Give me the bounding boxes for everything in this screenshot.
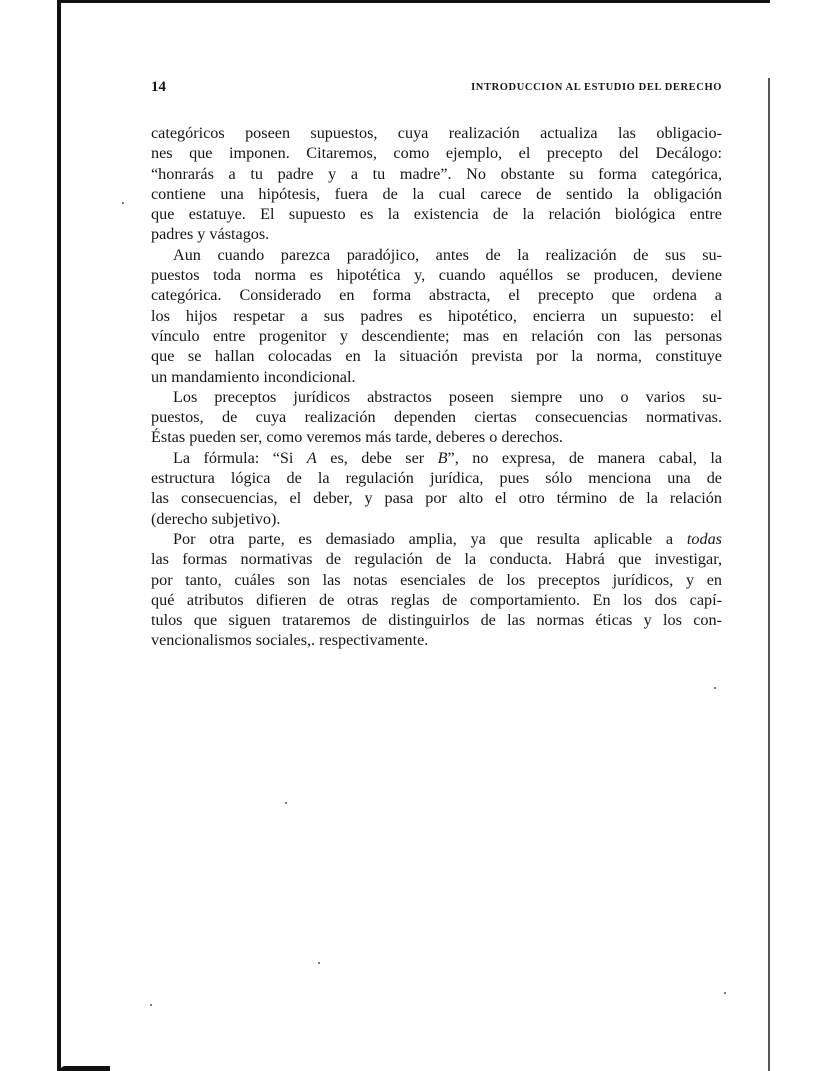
scan-speck (285, 802, 287, 804)
running-head: INTRODUCCION AL ESTUDIO DEL DERECHO (471, 82, 722, 93)
scan-edge-left (57, 0, 61, 1071)
text-line: categóricos poseen supuestos, cuya realización actualiza las obligacio- (151, 124, 722, 142)
text-line: Los preceptos jurídicos abstractos poseen siempre uno o varios su- (173, 387, 722, 406)
text-line: qué atributos difieren de otras reglas de comportamiento. En los dos capí- (151, 590, 722, 609)
scan-speck (714, 687, 716, 689)
text-line: nes que imponen. Citaremos, como ejemplo, el precepto del Decálogo: (151, 144, 722, 163)
text-line: “honrarás a tu padre y a tu madre”. No obstante su forma categórica, (151, 164, 722, 183)
text-line: vencionalismos sociales,. respectivamente. (151, 631, 429, 650)
scan-speck (150, 1004, 152, 1006)
text-line: por tanto, cuáles son las notas esenciales de los preceptos jurídicos, y en (151, 570, 722, 589)
text-line: Por otra parte, es demasiado amplia, ya que resulta aplicable a todas (173, 529, 722, 548)
paragraph (151, 387, 722, 448)
page-number: 14 (151, 79, 166, 95)
paragraph (151, 529, 722, 651)
text-line: las formas normativas de regulación de la conducta. Habrá que investigar, (151, 550, 722, 569)
paragraph (151, 448, 722, 529)
text-line: que estatuye. El supuesto es la existencia de la relación biológica entre (151, 205, 722, 224)
text-line: Éstas pueden ser, como veremos más tarde, deberes o derechos. (151, 428, 563, 447)
text-line: que se hallan colocadas en la situación prevista por la norma, constituye (151, 347, 722, 366)
text-line: contiene una hipótesis, fuera de la cual carece de sentido la obligación (151, 184, 722, 203)
scan-speck (318, 962, 320, 964)
text-line: padres y vástagos. (151, 225, 270, 244)
text-line: un mandamiento incondicional. (151, 367, 356, 386)
paragraph (151, 123, 722, 245)
scan-speck (724, 992, 726, 994)
scan-edge-right (768, 78, 770, 1071)
text-line: puestos toda norma es hipotética y, cuando aquéllos se producen, deviene (151, 266, 722, 285)
page-body (151, 123, 722, 651)
text-line: vínculo entre progenitor y descendiente; mas en relación con las personas (151, 326, 722, 345)
text-line: las consecuencias, el deber, y pasa por alto el otro término de la relación (151, 489, 722, 508)
scan-speck (122, 202, 124, 204)
text-line: puestos, de cuya realización dependen ciertas consecuencias normativas. (151, 408, 722, 427)
text-line: categórica. Considerado en forma abstracta, el precepto que ordena a (151, 286, 722, 305)
text-line: tulos que siguen trataremos de distinguirlos de las normas éticas y los con- (151, 611, 722, 630)
paragraph (151, 245, 722, 387)
scan-edge-corner (60, 1066, 110, 1071)
scan-edge-top (57, 0, 770, 3)
text-line: La fórmula: “Si A es, debe ser B”, no expresa, de manera cabal, la (173, 448, 723, 467)
text-line: estructura lógica de la regulación jurídica, pues sólo menciona una de (151, 469, 722, 488)
text-line: Aun cuando parezca paradójico, antes de la realización de sus su- (173, 245, 722, 264)
text-line: los hijos respetar a sus padres es hipotético, encierra un supuesto: el (151, 306, 722, 325)
text-line: (derecho subjetivo). (151, 509, 281, 528)
